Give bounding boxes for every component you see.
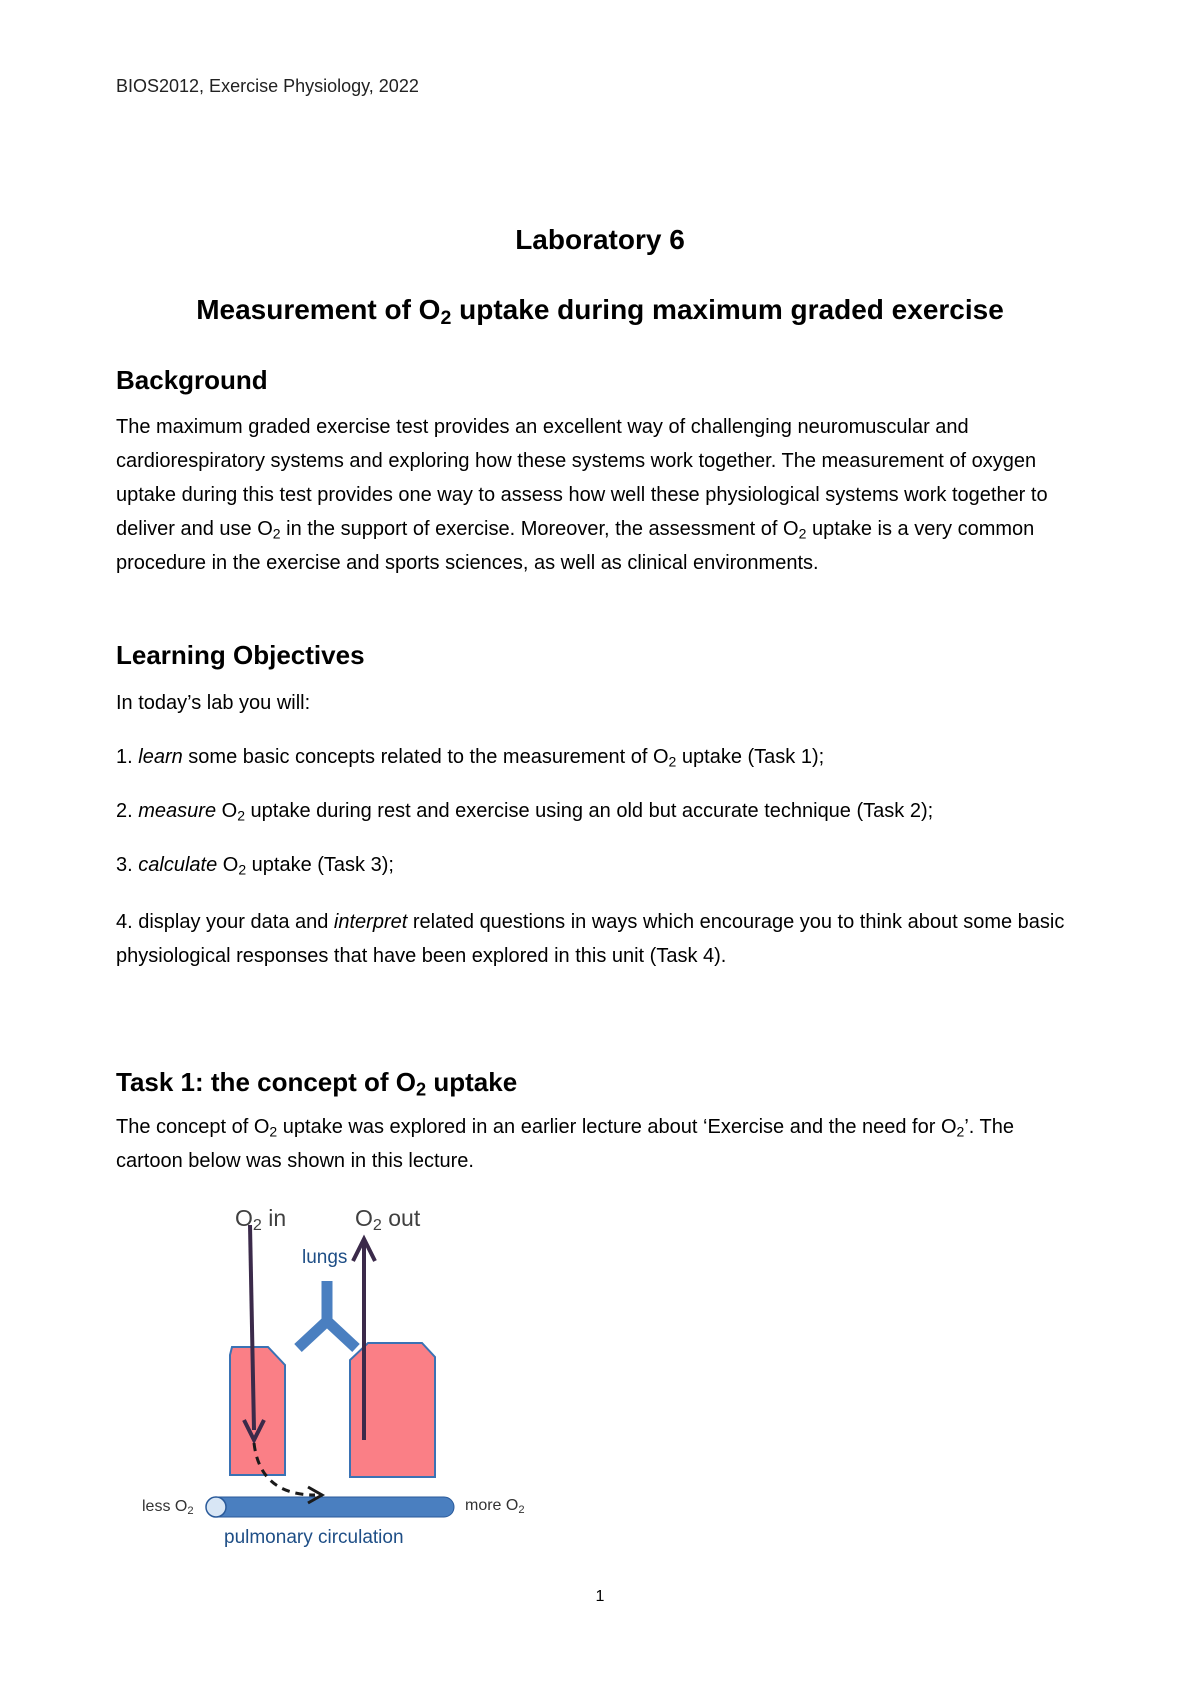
objective-item: 2. measure $O_2$ uptake during rest and exercise using an old but accurate technique (Task 2);	[116, 800, 934, 824]
objectives-intro: In today’s lab you will:	[116, 692, 311, 714]
less-o2-label: less $O_2$	[142, 1498, 194, 1517]
objectives-heading: Learning Objectives	[116, 640, 365, 670]
o2-out-label: $O_2$ out	[355, 1205, 421, 1235]
objective-item: 1. learn some basic concepts related to the measurement of $O_2$ uptake (Task 1);	[116, 746, 825, 770]
task1-paragraph: The concept of $O_2$ uptake was explored in an earlier lecture about ‘Exercise and the need for $O_2$’. The cartoon below was shown in this lecture.	[116, 1116, 1014, 1172]
page-number: 1	[595, 1588, 605, 1605]
o2-uptake-cartoon	[130, 1195, 550, 1565]
o2-in-label: $O_2$ in	[235, 1205, 287, 1235]
background-paragraph: The maximum graded exercise test provides an excellent way of challenging neuromuscular and cardiorespiratory systems and exploring how these systems work together. The measurement of oxygen uptake during this test provides one way to assess how well these physiological systems work together to deliver and use $O_2$ in the support of exercise. Moreover, the assessment of $O_2$ uptake is a very common procedure in the exercise and sports sciences, as well as clinical environments.	[116, 416, 1048, 574]
pulmonary-vessel	[206, 1497, 454, 1517]
left-lung	[230, 1347, 285, 1475]
running-header: BIOS2012, Exercise Physiology, 2022	[116, 76, 419, 96]
main-title: Measurement of $O_2$ uptake during maximum graded exercise	[196, 294, 1004, 329]
pulmonary-circulation-label: pulmonary circulation	[224, 1527, 404, 1548]
objective-item: 3. calculate $O_2$ uptake (Task 3);	[116, 854, 394, 878]
more-o2-label: more $O_2$	[465, 1497, 525, 1516]
background-heading: Background	[116, 365, 268, 395]
task1-heading: Task 1: the concept of $O_2$ uptake	[116, 1067, 518, 1100]
objective-item: 4. display your data and interpret related questions in ways which encourage you to think about some basic physiological responses that have been explored in this unit (Task 4).	[116, 911, 1065, 967]
lungs-label: lungs	[302, 1247, 348, 1268]
lab-title: Laboratory 6	[515, 224, 685, 255]
vessel-end-left	[206, 1497, 226, 1517]
trachea	[298, 1281, 356, 1348]
